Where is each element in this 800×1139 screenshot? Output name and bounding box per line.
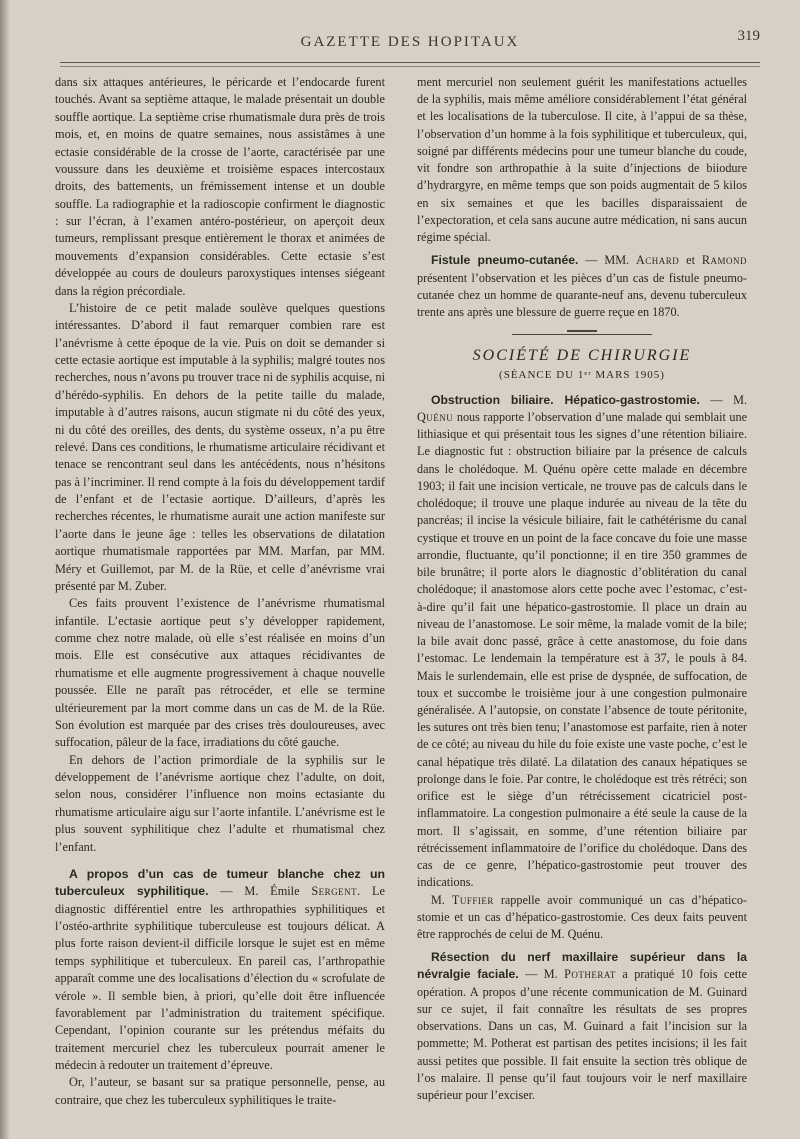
article-paragraph [417,949,747,1104]
article-title: Résection du nerf maxillaire supérieur dans la névralgie faciale. [417,950,747,982]
section-divider [417,329,747,339]
left-column [55,74,385,1109]
article-paragraph [417,252,747,321]
paragraph [417,892,747,944]
header-rule-thin [60,66,760,67]
article-text: présentent l’observation et les pièces d’un cas de fistule pneumo-cutanée chez un homme de quarante-neuf ans, devenu tuberculeux trente ans après une blessure de guerre reçue en 1870. [417,270,747,320]
paragraph: ment mercuriel non seulement guérit les manifestations actuelles de la syphilis, mais même améliore considérablement l’état général et les localisations de la tuberculose. Il cite, à l’appui de sa thèse, l’observation d’un homme à la fois syphilitique et tuberculeux, qui, soigné par différents médecins pour une tumeur blanche du coude, vit fondre son arthropathie à la suite d’injections de biiodure d’hydrargyre, en même temps que son poids augmentait de 5 kilos en six semaines et que les bacilles disparaissaient de l’expectoration, et cela sans aucune autre médication, ni sans aucun régime spécial. [417,75,747,245]
right-column [417,74,747,1104]
paragraph: Or, l’auteur, se basant sur sa pratique personnelle, pense, au contraire, que chez les tuberculeux syphilitiques le traite- [55,1075,385,1107]
author-name: Tuffier [451,892,494,907]
article-text: . Le diagnostic différentiel entre les arthropathies syphilitiques et l’ostéo-arthrite syphilitique tuberculeuse est toujours délicat. A plus forte raison devient-il difficile lorsque le sujet est en même temps syphilitique et tuberculeux. En pareil cas, l’arthropathie apparaît comme une des localisations d’élection du « scrofulate de vérole ». Il semble bien, à priori, qu’elle doit être influencée favorablement par l’administration du traitement spécifique. Cependant, l’opinion courante sur les prétendus méfaits du traitement mercuriel chez les tuberculeux pourrait amener le médecin à redouter un traitement d’épreuve. [55,884,385,1072]
paragraph: L’histoire de ce petit malade soulève quelques questions intéressantes. D’abord il faut remarquer combien rare est l’anévrisme à cette époque de la vie. Puis on doit se demander si cette ectasie aortique est imputable à la syphilis; malgré toutes nos recherches, nous n’avons pu trouver trace ni de syphilis acquise, ni d’hérédo-syphilis. En dehors de la petite taille du malade, imputable à d’autres raisons, aucun stigmate ni du côté des yeux, ni du côté des oreilles, des dents, du système osseux, n’a pu être relevé. Dans ces conditions, le rhumatisme articulaire récidivant et tenace se rencontrant seul dans les antécédents, nous n’hésitons pas à l’incriminer. Il rend compte à la fois du développement tardif de l’enfant et de l’ectasie aortique. D’ailleurs, d’après les recherches récentes, le rhumatisme aurait une action manifeste sur l’aorte dans le jeune âge : telles les observations de dilatation aortique rhumatismale rapportées par MM. Marfan, par MM. Méry et Guillemot, par M. de la Rüe, et celle d’anévrisme vrai présenté par M. Zuber. [55,300,385,593]
article-text: a pratiqué 10 fois cette opération. A propos d’une récente communication de M. Guinard sur ce sujet, il fait connaître les résultats de ses propres observations. Dans un cas, M. Guinard a fait l’incision sur la pommette; M. Potherat est partisan des petites incisions; il les fait aussi petites que possible. Il fait ensuite la section très oblique de l’os malaire. Il pense qu’il faut toujours voir le nerf maxillaire supérieur pour l’exciser. [417,967,748,1103]
dash: — M. Émile [208,884,312,899]
author-name: Potherat [564,967,616,982]
section-title: SOCIÉTÉ DE CHIRURGIE [472,347,692,365]
paragraph: dans six attaques antérieures, le péricarde et l’endocarde furent touchés. Avant sa septième attaque, le malade présentait un double souffle aortique. La septième crise rhumatismale dura près de trois mois, et, en moins de quatre semaines, nous assistâmes à une ectasie considérable de la crosse de l’aorte, caractérisée par une voussure dans les deuxième et troisième espaces intercostaux droits, des battements, un frémissement intense et un double souffle. La radiographie et la radioscopie confirment le diagnostic : sur l’écran, à l’examen antéro-postérieur, on aperçoit deux tumeurs, remplissant presque entièrement le thorax et animées de mouvements d’expansion considérables. Cette ectasie s’est développée au cours de douleurs paroxystiques intenses siégeant dans la région précordiale. [55,75,385,298]
article-text: nous rapporte l’observation d’une malade qui semblait une lithiasique et qui présentait tous les signes d’une rétention biliaire. Le diagnostic fut : obstruction biliaire par la présence de calculs dans le cholédoque. M. Quénu opère cette malade en décembre 1903; il fait une incision verticale, ne trouve pas de calculs dans le cholédoque; il trouve une plaque indurée au niveau de la tête du pancréas; il incise la vésicule biliaire, fait le cathétérisme du canal cystique et trouve en un point de la face concave du foie une masse arrondie, fluctuante, qu’il ponctionne; il en tire 350 grammes de bile brunâtre; il porte alors le diagnostic d’oblitération du canal cholédoque; il anastomose alors cette poche avec l’estomac, c’est-à-dire qu’il fait une hépatico-gastrostomie. Il place un drain au niveau de l’anastomose. Le soir même, la malade vomit de la bile; la bile avait donc passé, grâce à cette anastomose, du foie dans l’estomac. Le lendemain la température est à 37, le pouls à 84. Mais le surlendemain, elle est prise de dyspnée, de suffocation, de toux et succombe le troisième jour à une congestion pulmonaire généralisée. A l’autopsie, on constate l’absence de toute péritonite, les sutures ont très bien tenu; l’anastomose est parfaite, rien à noter de ce côté; au niveau du hile du foie existe une vaste poche, c’est le canal hépatique très dilaté. La dilatation des canaux hépatiques se prolonge dans le foie. Par contre, le cholédoque est très rétréci; son orifice est le siège d’un rétrécissement cicatriciel post-inflammatoire. La congestion pulmonaire a été seule la cause de la mort. Il s’agissait, en somme, d’une rétention biliaire par rétrécissement inflammatoire de l’orifice du cholédoque. Dans des cas de ce genre, l’hépatico-gastrostomie peut trouver des indications. [417,409,747,890]
paragraph: Ces faits prouvent l’existence de l’anévrisme rhumatismal infantile. L’ectasie aortique peut s’y développer rapidement, comme chez notre malade, où elle s’est réalisée en moins d’un mois. Elle est consécutive aux attaques récidivantes de rhumatisme et elle augmente progressivement à chaque nouvelle poussée. Elle ne paraît pas rétrocéder, et elle se termine ultérieurement par la mort comme dans un cas de M. de la Rüe. Son évolution est marquée par des crises très douloureuses, avec suffocation, pâleur de la face, irradiations du côté gauche. [55,596,385,750]
article-paragraph [55,866,385,1075]
header-rule [60,62,760,63]
section-date: (SÉANCE DU 1ᵉʳ MARS 1905) [499,368,665,381]
journal-title: GAZETTE DES HOPITAUX [300,34,520,50]
conjunction: et [679,253,702,268]
author-name: Quénu [417,409,454,424]
prefix: M. [431,892,452,907]
article-title: Fistule pneumo-cutanée. [431,253,579,268]
author-name: Sergent [311,884,358,899]
author-name: Achard [635,253,680,268]
article-title: A propos d’un cas de tumeur blanche chez un tuberculeux syphilitique. [55,866,385,899]
paragraph: En dehors de l’action primordiale de la syphilis sur le développement de l’anévrisme aortique chez l’adulte, on doit, selon nous, considérer l’influence non moins ectasiante du rhumatisme articulaire aigu sur l’aorte infantile. L’anévrisme est le plus souvent syphilitique chez l’adulte et rhumatismal chez l’enfant. [55,752,385,854]
article-text: rappelle avoir communiqué un cas d’hépatico-stomie et un cas d’hépatico-gastrostomie. Ces deux faits peuvent être rapprochés de celui de M. Quénu. [417,892,747,942]
dash: — MM. [578,253,636,268]
page-number: 319 [737,28,760,44]
spacer [55,856,385,866]
author-name: Ramond [701,253,748,268]
running-header [60,28,760,58]
article-paragraph [417,392,747,892]
divider-ornament [567,330,597,339]
dash: — M. [518,967,565,982]
page-edge-shadow [0,0,10,1139]
dash: — M. [699,392,747,407]
article-title: Obstruction biliaire. Hépatico-gastrostomie. [431,392,700,407]
